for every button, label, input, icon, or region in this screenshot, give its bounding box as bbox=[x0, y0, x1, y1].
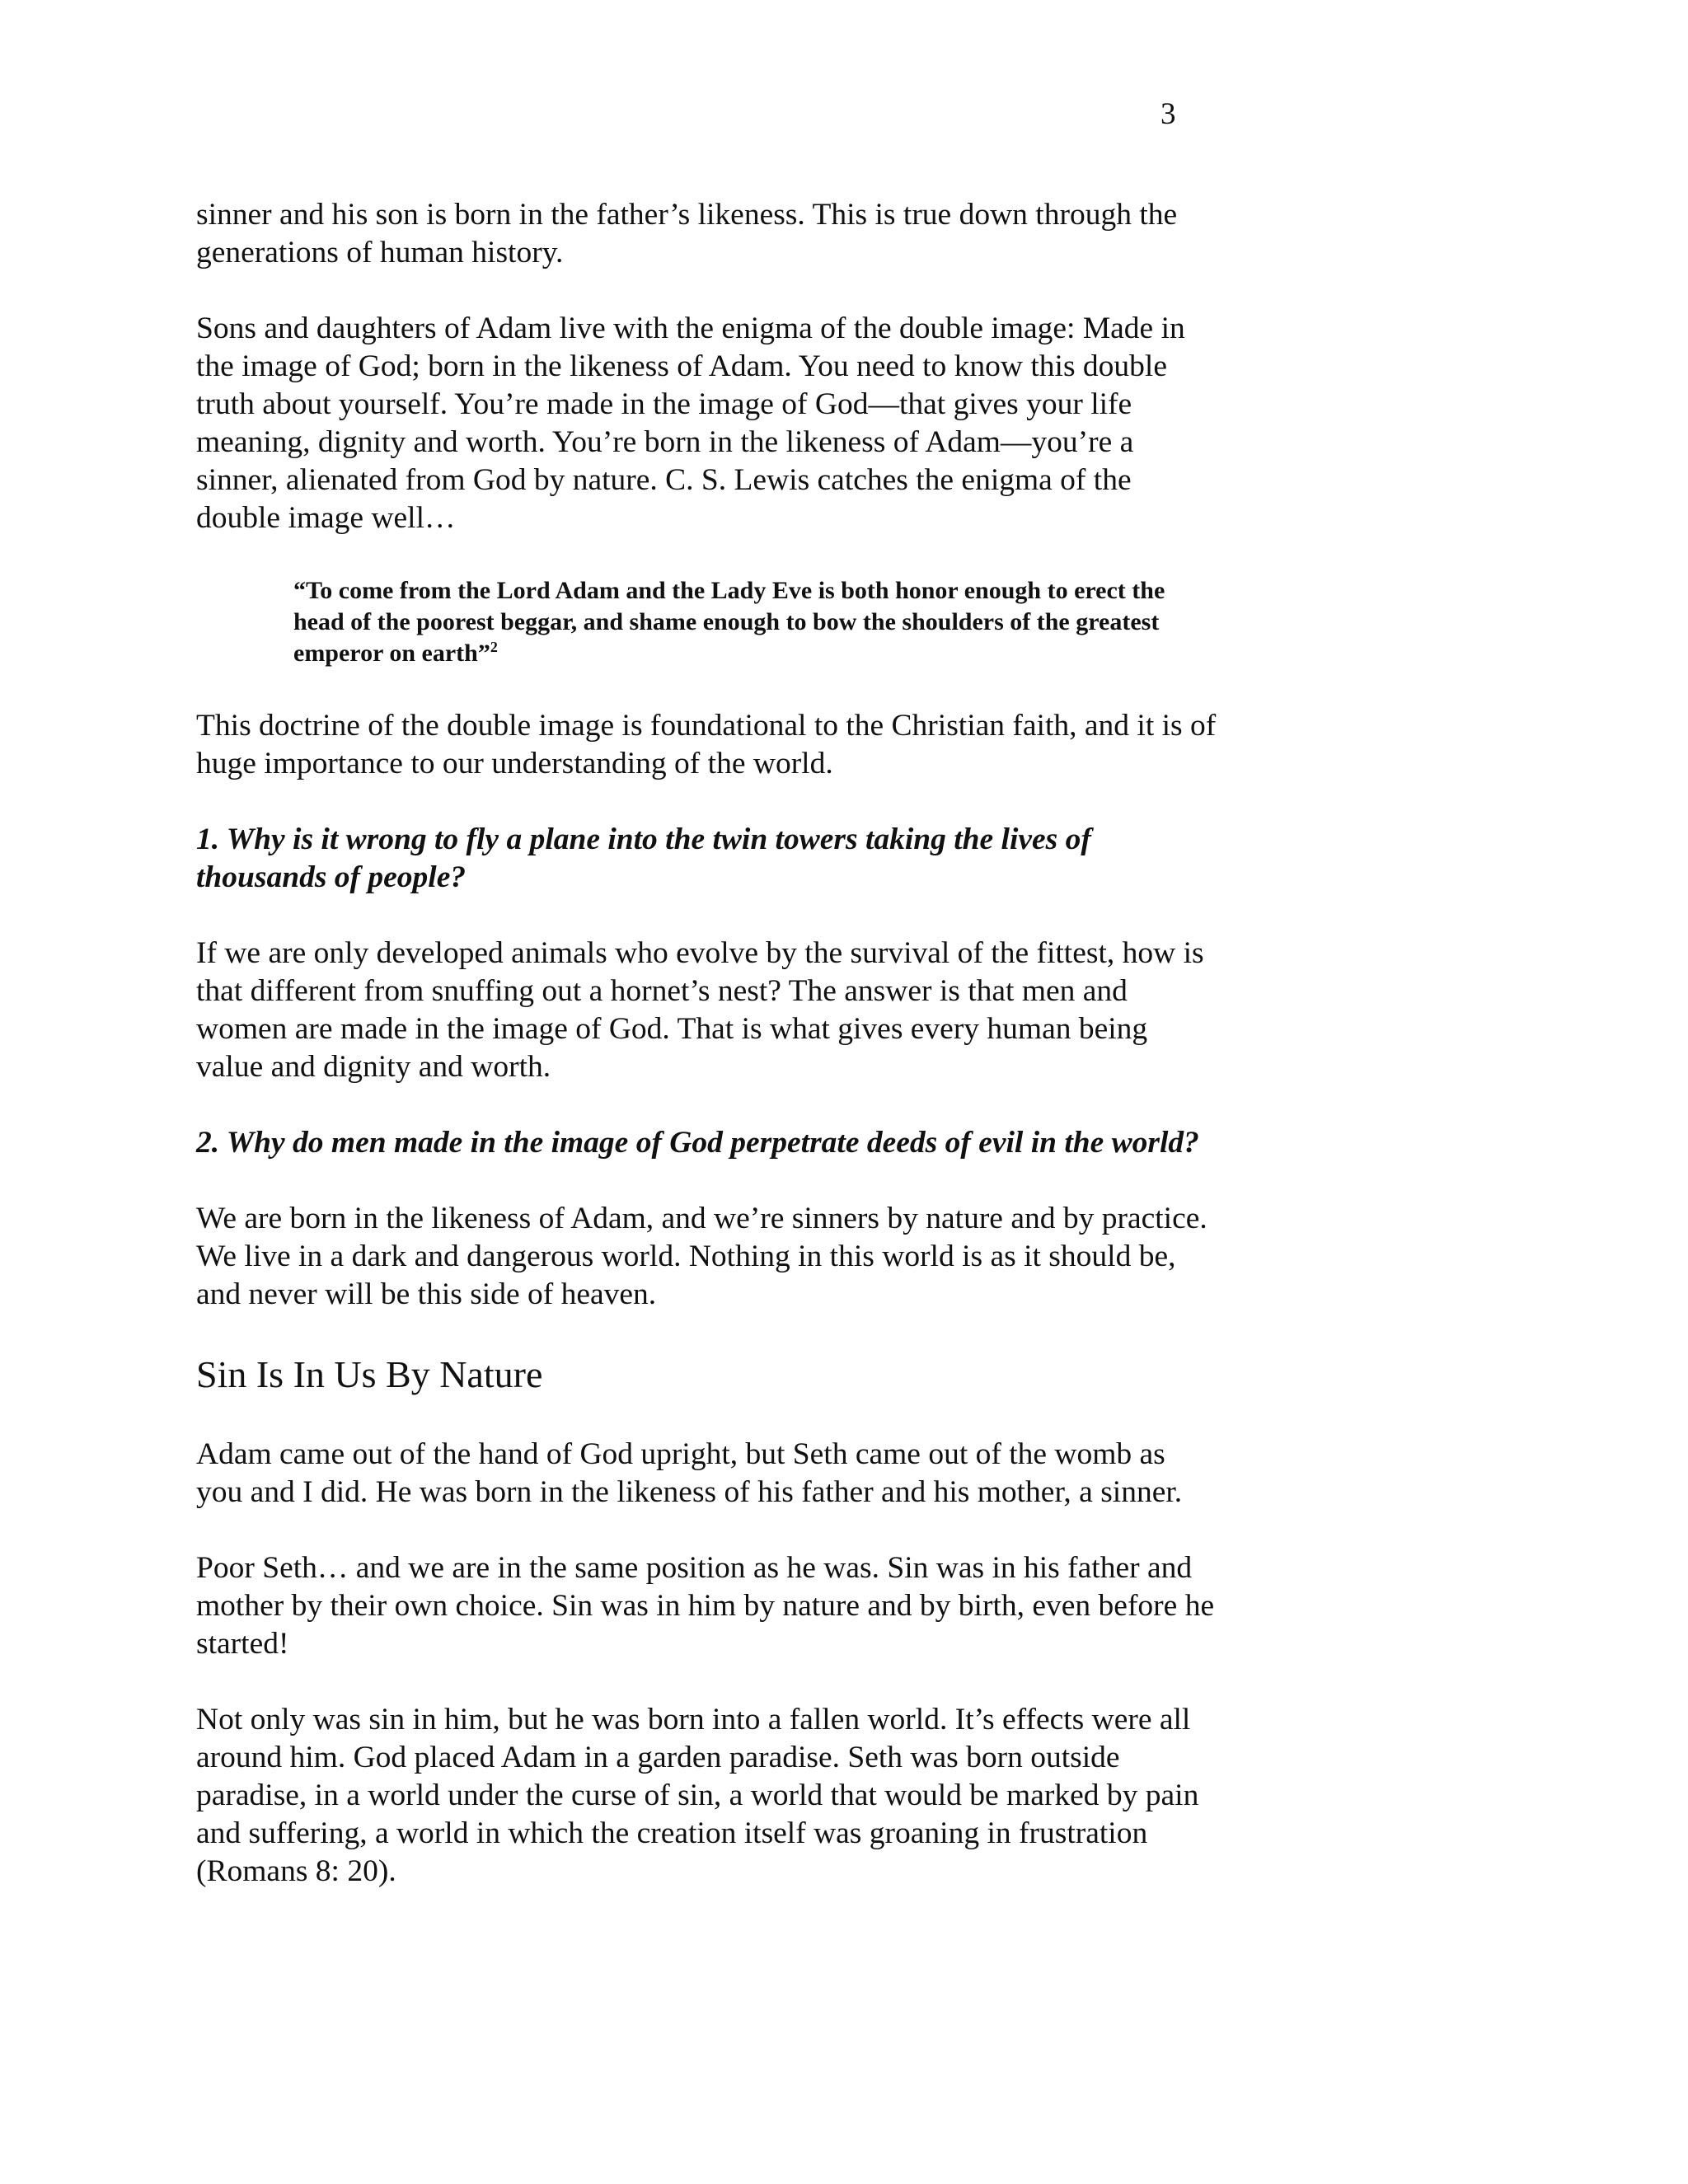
question-1: 1. Why is it wrong to fly a plane into the twin towers taking the lives of thousands of people? bbox=[196, 823, 1091, 894]
block-quote bbox=[293, 575, 1218, 669]
section-heading: Sin Is In Us By Nature bbox=[196, 1353, 543, 1395]
document-body bbox=[196, 196, 1218, 1891]
footnote-reference: 2 bbox=[490, 639, 498, 655]
paragraph-poor-seth: Poor Seth… and we are in the same position as he was. Sin was in his father and mother by their own choice. Sin was in him by nature and by birth, even before he started! bbox=[196, 1551, 1215, 1661]
quote-text: “To come from the Lord Adam and the Lady Eve is both honor enough to erect the head of the poorest beggar, and shame enough to bow the shoulders of the greatest emperor on earth” bbox=[293, 577, 1165, 667]
paragraph-continuation: sinner and his son is born in the father’s likeness. This is true down through the generations of human history. bbox=[196, 198, 1178, 269]
paragraph-answer-1: If we are only developed animals who evolve by the survival of the fittest, how is that different from snuffing out a hornet’s nest? The answer is that men and women are made in the image of God. That is what gives every human being value and dignity and worth. bbox=[196, 936, 1204, 1084]
paragraph-double-image: Sons and daughters of Adam live with the enigma of the double image: Made in the image of God; born in the likeness of Adam. You need to know this double truth about yourself. You’re made in the image of God—that gives your life meaning, dignity and worth. You’re born in the likeness of Adam—you’re a sinner, alienated from God by nature. C. S. Lewis catches the enigma of the double image well… bbox=[196, 312, 1185, 535]
paragraph-fallen-world: Not only was sin in him, but he was born into a fallen world. It’s effects were all around him. God placed Adam in a garden paradise. Seth was born outside paradise, in a world under the curse of sin, a world that would be marked by pain and suffering, a world in which the creation itself was groaning in frustration (Romans 8: 20). bbox=[196, 1703, 1199, 1888]
paragraph-answer-2: We are born in the likeness of Adam, and we’re sinners by nature and by practice. We live in a dark and dangerous world. Nothing in this world is as it should be, and never will be this side of heaven. bbox=[196, 1202, 1207, 1311]
paragraph-doctrine: This doctrine of the double image is foundational to the Christian faith, and it is of huge importance to our understanding of the world. bbox=[196, 709, 1217, 780]
question-2: 2. Why do men made in the image of God perpetrate deeds of evil in the world? bbox=[196, 1126, 1199, 1160]
page-number: 3 bbox=[1160, 97, 1176, 131]
paragraph-seth-born: Adam came out of the hand of God upright, but Seth came out of the womb as you and I did. He was born in the likeness of his father and his mother, a sinner. bbox=[196, 1437, 1183, 1509]
